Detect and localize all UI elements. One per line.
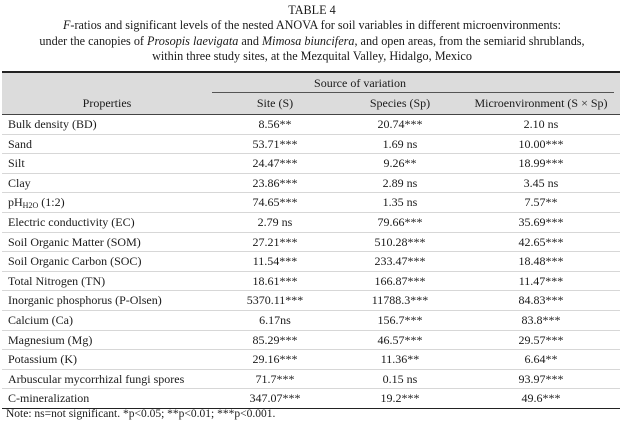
group-header-rule (212, 92, 614, 93)
cell-species: 79.66*** (377, 214, 423, 229)
cell-species: 19.2*** (380, 391, 420, 406)
cell-species: 11788.3*** (371, 293, 429, 308)
table-row (2, 389, 620, 409)
table-row (2, 193, 620, 213)
table-note: Note: ns=not significant. *p<0.05; **p<0.01; ***p<0.001. (6, 408, 276, 420)
column-header-site: Site (S) (256, 96, 294, 110)
cell-site: 74.65*** (252, 195, 298, 210)
group-header-row (2, 73, 620, 93)
table-row (2, 174, 620, 194)
cell-site: 27.21*** (252, 234, 298, 249)
cell-species: 1.35 ns (382, 195, 418, 210)
column-header-species: Species (Sp) (369, 96, 431, 110)
cell-property: Total Nitrogen (TN) (8, 273, 106, 288)
cell-property: Potassium (K) (8, 352, 77, 367)
table-row (2, 154, 620, 174)
cell-species: 11.36** (380, 352, 420, 367)
cell-property: Calcium (Ca) (8, 312, 73, 327)
caption-species-1: Prosopis laevigata (147, 34, 239, 48)
cell-site: 53.71*** (252, 136, 298, 151)
cell-species: 510.28*** (374, 234, 426, 249)
cell-property: Sand (8, 136, 32, 151)
cell-site: 6.17ns (259, 312, 291, 327)
column-header-properties: Properties (82, 96, 132, 110)
cell-microenvironment: 3.45 ns (523, 175, 559, 190)
cell-property: C-mineralization (8, 391, 90, 406)
cell-property: $pH_{H2O}$ (1:2) (8, 195, 65, 211)
cell-species: 233.47*** (374, 254, 426, 269)
cell-microenvironment: 18.48*** (518, 254, 564, 269)
table-header (2, 71, 620, 115)
cell-site: 8.56** (258, 117, 292, 131)
cell-microenvironment: 18.99*** (518, 156, 564, 171)
table-row (2, 252, 620, 272)
cell-microenvironment: 42.65*** (518, 234, 564, 249)
cell-property: Magnesium (Mg) (8, 332, 93, 347)
cell-species: 1.69 ns (382, 136, 418, 151)
caption-line-1 (0, 18, 624, 33)
cell-property: Arbuscular mycorrhizal fungi spores (8, 371, 185, 386)
cell-species: 0.15 ns (382, 371, 418, 386)
table-row (2, 311, 620, 331)
cell-site: 71.7*** (255, 371, 295, 386)
cell-site: 2.79 ns (257, 214, 293, 229)
caption-f-symbol: F (62, 18, 71, 32)
cell-site: 29.16*** (252, 352, 298, 367)
cell-site: 85.29*** (252, 332, 298, 347)
cell-site: 24.47*** (252, 156, 298, 171)
table-row (2, 233, 620, 253)
anova-table (2, 71, 620, 409)
table-row (2, 331, 620, 351)
caption-species-2: Mimosa biuncifera (262, 34, 355, 48)
cell-site: 5370.11*** (246, 293, 304, 308)
cell-property: Soil Organic Matter (SOM) (8, 234, 141, 249)
cell-site: 18.61*** (252, 273, 298, 288)
column-header-microenvironment: Microenvironment (S × Sp) (474, 96, 608, 110)
group-header-label: Source of variation (314, 76, 406, 90)
cell-species: 20.74*** (377, 117, 423, 131)
cell-site: 11.54*** (252, 254, 298, 269)
cell-microenvironment: 49.6*** (521, 391, 561, 406)
table-body (2, 115, 620, 409)
cell-property: Electric conductivity (EC) (8, 214, 135, 229)
cell-microenvironment: 29.57*** (518, 332, 564, 347)
caption-line-2 (0, 34, 624, 49)
table-row (2, 135, 620, 155)
caption-line-1-text: -ratios and significant levels of the nested ANOVA for soil variables in different microenvironments: (70, 18, 562, 32)
cell-site: 347.07*** (249, 391, 301, 406)
caption-line-3: within three study sites, at the Mezquital Valley, Hidalgo, Mexico (152, 49, 472, 63)
cell-microenvironment: 11.47*** (518, 273, 564, 288)
table-row (2, 213, 620, 233)
caption-line-2-c: , and open areas, from the semiarid shrublands, (354, 34, 585, 48)
cell-microenvironment: 35.69*** (518, 214, 564, 229)
cell-property: Soil Organic Carbon (SOC) (8, 254, 142, 269)
column-header-row (2, 93, 620, 115)
table-row (2, 370, 620, 390)
cell-species: 2.89 ns (382, 175, 418, 190)
caption-line-2-a: under the canopies of (39, 34, 148, 48)
cell-microenvironment: 7.57** (524, 195, 558, 210)
cell-microenvironment: 10.00*** (518, 136, 564, 151)
cell-property: Clay (8, 175, 31, 190)
cell-property: Bulk density (BD) (8, 117, 97, 131)
cell-species: 166.87*** (374, 273, 426, 288)
cell-property: Silt (8, 156, 25, 171)
cell-microenvironment: 93.97*** (518, 371, 564, 386)
cell-species: 156.7*** (377, 312, 423, 327)
cell-microenvironment: 84.83*** (518, 293, 564, 308)
cell-property: Inorganic phosphorus (P-Olsen) (8, 293, 162, 308)
cell-microenvironment: 6.64** (524, 352, 558, 367)
table-row (2, 350, 620, 370)
caption-line-2-b: and (238, 34, 263, 48)
table-title: TABLE 4 (288, 3, 336, 17)
table-row (2, 115, 620, 135)
cell-site: 23.86*** (252, 175, 298, 190)
cell-species: 46.57*** (377, 332, 423, 347)
cell-microenvironment: 83.8*** (521, 312, 561, 327)
table-row (2, 272, 620, 292)
cell-species: 9.26** (383, 156, 417, 171)
cell-microenvironment: 2.10 ns (523, 117, 559, 131)
table-row (2, 291, 620, 311)
